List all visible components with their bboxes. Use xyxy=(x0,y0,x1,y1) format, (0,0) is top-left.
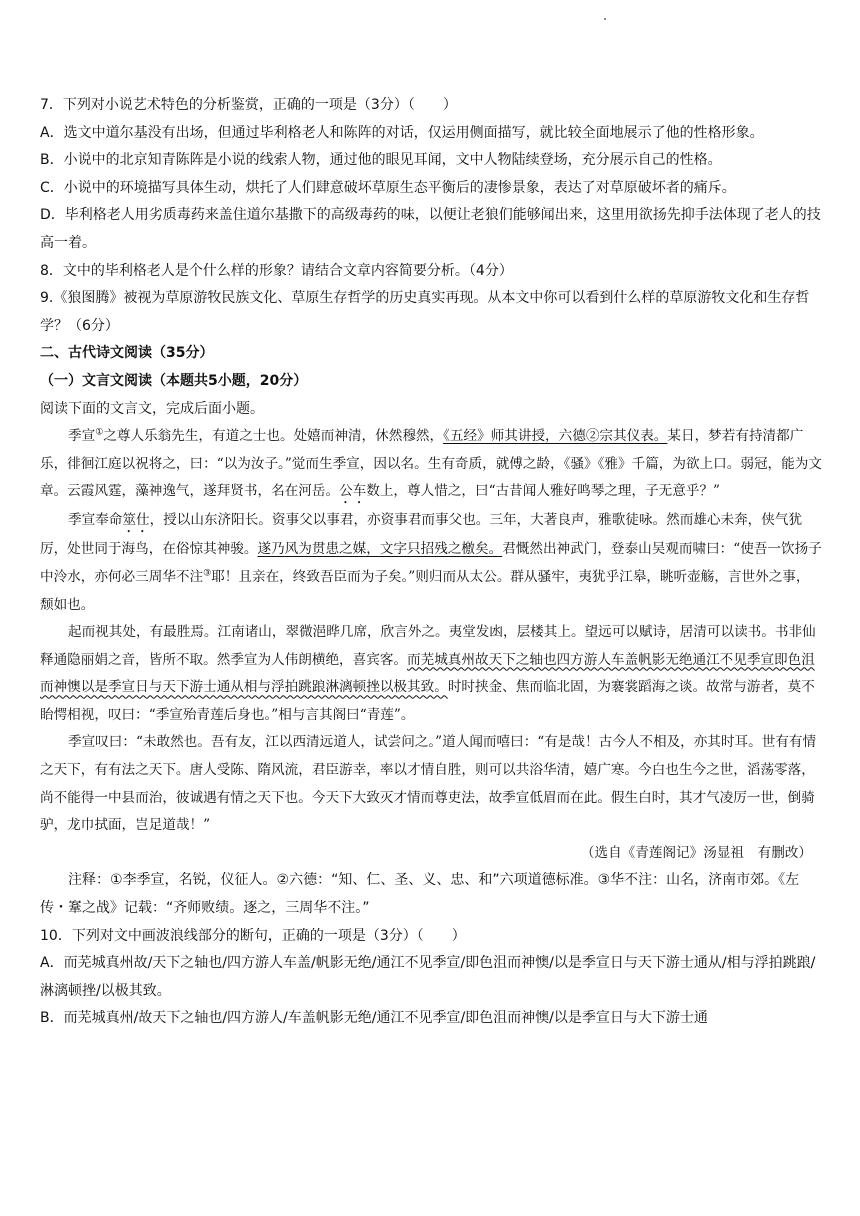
document-body xyxy=(40,92,822,1033)
passage-text: 某日，梦若有持清都广乐，徘徊江庭以祝将之，曰：“以为汝子。”觉而生季宣，因以名。生有奇质，就傅之龄，《骚》《雅》千篇，为欲上口。弱冠，能为文章。云霞风霆，藻神逸气，遂拜贤书，名在河岳。 xyxy=(40,428,822,500)
passage-text: 耶！且亲在，终致吾臣而为子矣。”则归而从太公。群从骚牢，夷犹乎江皋，眺听壶觞，言世外之事，颓如也。 xyxy=(40,568,810,613)
passage-text: 之尊人乐翁先生，有道之士也。处嬉而神清，休然穆然， xyxy=(103,428,444,445)
passage-text: 时时挟金、焦而临北固，为褰裳蹈海之谈。故常与游者，莫不眙愕相视，叹曰：“季宣殆青莲后身也。”相与言其阁曰“青莲”。 xyxy=(40,679,815,723)
question-9: 9.《狼图腾》被视为草原游牧民族文化、草原生存哲学的历史真实再现。从本文中你可以看到什么样的草原游牧文化和生存哲学？（6分） xyxy=(40,290,810,334)
question-10-stem: 10．下列对文中画波浪线部分的断句，正确的一项是（3分）（ ） xyxy=(40,927,466,944)
passage-paragraph-4: 季宣叹曰：“未敢然也。吾有友，江以西清远道人，试尝问之。”道人闻而嘻曰：“有是哉！古今人不相及，亦其时耳。世有有情之天下，有有法之天下。唐人受陈、隋风流，君臣游幸，率以才情自胜，则可以共浴华清，嬉广寒。今白也生今之世，滔荡零落，尚不能得一中县而治，彼诚遇有情之天下也。今天下大致灭才情而尊吏法，故季宣低眉而在此。假生白时，其才气凌厉一世，倒骑驴，龙巾拭面，岂足道哉！” xyxy=(40,734,817,834)
dotted-term-1: 公车 xyxy=(339,483,367,500)
footnote-mark-3: ③ xyxy=(203,568,212,579)
section-title: 二、古代诗文阅读（35分） xyxy=(40,345,214,362)
footnote-mark-1: ① xyxy=(95,427,104,438)
question-7-option-d: D．毕利格老人用劣质毒药来盖住道尔基撒下的高级毒药的味，以便让老狼们能够闻出来，这里用欲扬先抑手法体现了老人的技高一着。 xyxy=(40,207,821,251)
passage-paragraph-3 xyxy=(40,619,822,729)
question-7-option-b: B．小说中的北京知青陈阵是小说的线索人物，通过他的眼见耳闻，文中人物陆续登场，充分展示自己的性格。 xyxy=(40,152,722,169)
annotation-notes: 注释：①李季宣，名锐，仪征人。②六德：“知、仁、圣、义、忠、和”六项道德标准。③华不注：山名，济南市郊。《左传・鞌之战》记载：“齐师败绩。逐之，三周华不注。” xyxy=(40,872,800,917)
wavy-underlined-sentence: 而芜城真州故天下之轴也四方游人车盖帆影无绝通江不见季宣即色沮而神懊以是季宣日与天下游士通从相与浮拍跳踉淋漓顿挫以极其致。 xyxy=(40,651,815,696)
passage-text: 数上，尊人惜之，曰“古昔闻人雅好鸣琴之理，子无意乎？” xyxy=(366,483,720,500)
passage-text: 君慨然出神武门，登泰山吴观而啸曰：“使吾一饮扬子中泠水，亦何必三周华不注 xyxy=(40,541,822,585)
section-subtitle: （一）文言文阅读（本题共5小题，20分） xyxy=(40,372,308,389)
question-10-option-b: B．而芜城真州/故天下之轴也/四方游人/车盖帆影无绝/通江不见季宣/即色沮而神懊/以是季宣日与大下游士通 xyxy=(40,1010,708,1027)
classical-passage xyxy=(40,423,822,867)
passage-text: ，授以山东济阳长。资事父以事君，亦资事君而事父也。三年，大著良声，雅歌徒咏。然而雄心未奔，侠气犹厉，处世同于海鸟，在俗惊其神骏。 xyxy=(40,512,803,558)
dotted-term-2: 筮仕 xyxy=(122,512,150,529)
passage-paragraph-2 xyxy=(40,507,822,619)
passage-text: 起而视其处，有最胜焉。江南诸山，翠微浥晔几席，欣言外之。夷堂发凼，层楼其上。望远可以赋诗，居清可以读书。书非仙释通隐丽娟之音，皆所不取。然季宣为人伟朗横绝，喜宾客。 xyxy=(40,624,816,668)
reading-instruction: 阅读下面的文言文，完成后面小题。 xyxy=(40,400,264,417)
question-10-option-a: A．而芜城真州故/天下之轴也/四方游人车盖/帆影无绝/通江不见季宣/即色沮而神懊/以是季宣日与天下游士通从/相与浮拍跳踉/淋漓顿挫/以极其致。 xyxy=(40,955,816,999)
scan-dot xyxy=(604,18,606,20)
passage-text: 季宣 xyxy=(68,428,96,445)
question-7-option-a: A．选文中道尔基没有出场，但通过毕利格老人和陈阵的对话，仅运用侧面描写，就比较全面地展示了他的性格形象。 xyxy=(40,124,764,141)
passage-text: 季宣奉命 xyxy=(68,512,123,529)
underlined-sentence-2: 遂乃风为贯患之媒，文字只招残之檄矣。 xyxy=(257,541,503,558)
passage-source: （选自《青莲阁记》汤显祖 有删改） xyxy=(580,844,812,861)
underlined-sentence-1: 《五经》师其讲授，六德②宗其仪表。 xyxy=(443,428,668,445)
question-7-stem: 7．下列对小说艺术特色的分析鉴赏，正确的一项是（3分）（ ） xyxy=(40,97,457,113)
question-7-option-c: C．小说中的环境描写具体生动，烘托了人们肆意破坏草原生态平衡后的凄惨景象，表达了对草原破坏者的痛斥。 xyxy=(40,179,736,196)
question-8: 8．文中的毕利格老人是个什么样的形象？请结合文章内容简要分析。（4分） xyxy=(40,262,513,279)
passage-paragraph-1 xyxy=(40,423,822,507)
